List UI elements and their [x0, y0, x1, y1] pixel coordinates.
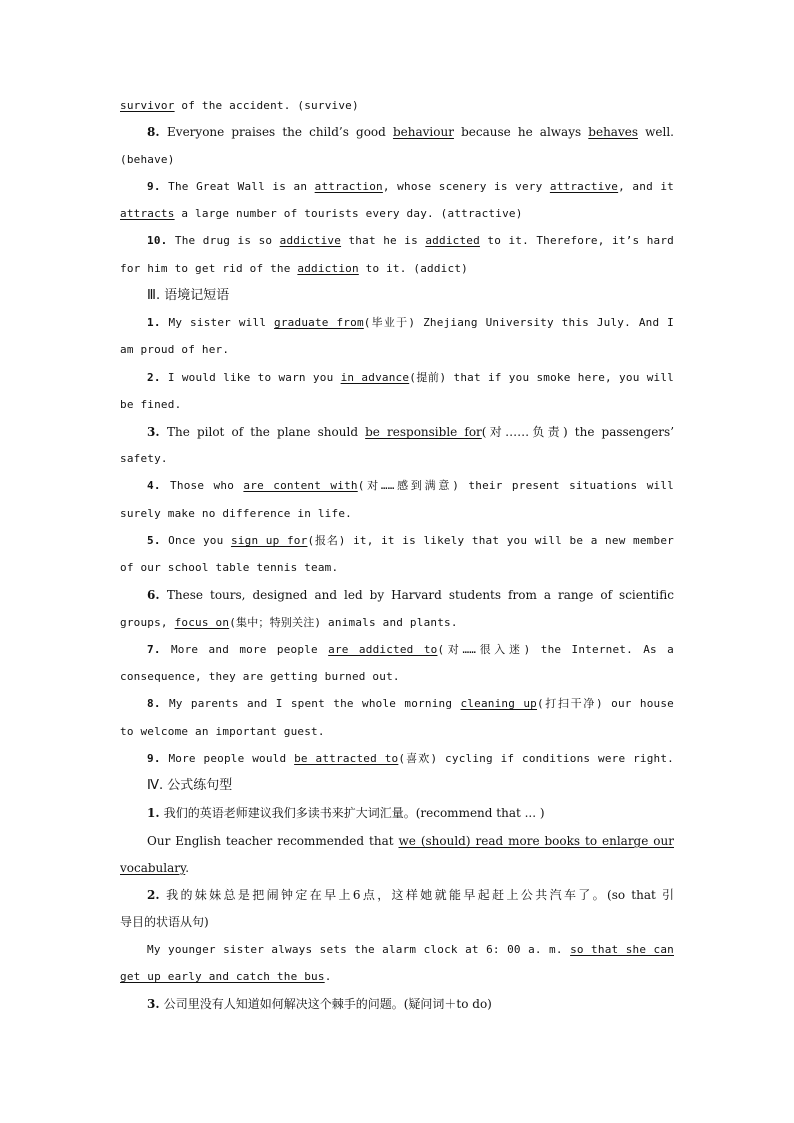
answer-blank: are addicted to: [328, 643, 438, 656]
text-segment: .: [324, 970, 332, 983]
text-segment: 我们的英语老师建议我们多读书来扩大词汇量。(recommend that ... ): [163, 806, 545, 820]
answer-blank: be attracted to: [294, 752, 399, 765]
answer-blank: we (should) read more books to enlarge our: [398, 834, 674, 848]
text-segment: to welcome an important guest.: [120, 725, 325, 738]
item-number: 7.: [147, 643, 171, 656]
item-number: 3.: [147, 425, 168, 439]
text-segment: More people would: [168, 752, 295, 765]
text-line: [120, 260, 674, 278]
text-segment: Our English teacher recommended that: [147, 834, 399, 848]
answer-blank: sign up for: [230, 534, 308, 547]
answer-blank: be responsible for: [365, 425, 482, 439]
answer-blank: focus on: [174, 616, 230, 629]
answer-blank: addictive: [279, 234, 342, 247]
text-line: [120, 614, 674, 632]
text-segment: The pilot of the plane should: [167, 425, 366, 439]
text-line: [147, 804, 674, 822]
text-line: [147, 586, 674, 604]
text-segment: Ⅲ. 语境记短语: [147, 288, 230, 303]
answer-blank: vocabulary: [120, 861, 186, 875]
section-heading: [147, 287, 229, 305]
text-segment: a large number of tourists every day. (attractive): [174, 207, 523, 220]
text-segment: (提前) that if you smoke here, you will: [409, 371, 674, 384]
item-number: 4.: [147, 479, 171, 492]
text-segment: 导目的状语从句): [120, 915, 209, 929]
text-line: [147, 886, 674, 904]
text-segment: (集中；特别关注) animals and plants.: [229, 616, 458, 629]
item-number: 6.: [147, 588, 167, 602]
text-segment: (对……很入迷) the Internet. As a: [437, 643, 674, 656]
item-number: 8.: [147, 697, 169, 710]
answer-blank: so that she can: [570, 943, 674, 956]
text-line: [120, 396, 674, 414]
text-segment: More and more people: [170, 643, 329, 656]
text-segment: because he always: [453, 125, 589, 139]
text-segment: well.: [638, 125, 674, 139]
text-segment: These tours, designed and led by Harvard students from a range of scientific: [166, 588, 674, 602]
text-segment: to it. (addict): [358, 262, 468, 275]
text-line: [147, 995, 674, 1013]
text-segment: be fined.: [120, 398, 182, 411]
text-segment: My younger sister always sets the alarm clock at 6: 00 a. m.: [147, 943, 571, 956]
text-segment: (打扫干净) our house: [537, 697, 674, 710]
item-number: 9.: [147, 180, 169, 193]
answer-blank: in advance: [340, 371, 410, 384]
answer-blank: cleaning up: [460, 697, 538, 710]
answer-blank: attractive: [549, 180, 619, 193]
text-segment: (对……感到满意) their present situations will: [357, 479, 674, 492]
answer-blank: survivor: [120, 99, 175, 112]
text-segment: , and it: [618, 180, 674, 193]
text-segment: Once you: [168, 534, 231, 547]
text-line: [120, 505, 674, 523]
text-line: [147, 123, 674, 141]
item-number: 1.: [147, 806, 164, 820]
text-segment: am proud of her.: [120, 343, 230, 356]
item-number: 9.: [147, 752, 169, 765]
answer-blank: addiction: [297, 262, 359, 275]
text-segment: to it. Therefore, it’s hard: [479, 234, 674, 247]
text-line: [147, 232, 674, 250]
text-line: [120, 205, 674, 223]
text-segment: .: [185, 861, 190, 875]
text-line: [147, 641, 674, 659]
answer-blank: behaviour: [392, 125, 454, 139]
item-number: 3.: [147, 997, 164, 1011]
text-line: [147, 369, 674, 387]
text-segment: (behave): [120, 153, 175, 166]
answer-blank: get up early and catch the bus: [120, 970, 325, 983]
text-segment: for him to get rid of the: [120, 262, 298, 275]
text-line: [120, 668, 674, 686]
text-line: [120, 723, 674, 741]
text-segment: (对……负责) the passengers’: [481, 425, 674, 439]
item-number: 2.: [147, 888, 167, 902]
text-segment: safety.: [120, 452, 168, 465]
text-segment: (毕业于) Zhejiang University this July. And I: [363, 316, 674, 329]
text-line: [120, 559, 674, 577]
item-number: 2.: [147, 371, 168, 384]
text-line: [147, 695, 674, 713]
text-line: [120, 341, 674, 359]
text-segment: Those who: [170, 479, 244, 492]
text-segment: I would like to warn you: [167, 371, 341, 384]
text-line: [120, 913, 674, 931]
text-segment: , whose scenery is very: [382, 180, 550, 193]
text-segment: that he is: [341, 234, 426, 247]
text-segment: 公司里没有人知道如何解决这个棘手的问题。(疑问词＋to do): [163, 997, 492, 1011]
answer-blank: are content with: [243, 479, 358, 492]
text-segment: of our school table tennis team.: [120, 561, 339, 574]
text-line: [120, 450, 674, 468]
text-segment: (喜欢) cycling if conditions were right.: [398, 752, 674, 765]
answer-blank: behaves: [588, 125, 638, 139]
text-segment: Everyone praises the child’s good: [167, 125, 393, 139]
text-line: [147, 178, 674, 196]
item-number: 8.: [147, 125, 168, 139]
text-line: [147, 532, 674, 550]
answer-blank: attracts: [120, 207, 175, 220]
text-segment: of the accident. (survive): [174, 99, 359, 112]
text-segment: My sister will: [168, 316, 275, 329]
text-segment: My parents and I spent the whole morning: [168, 697, 461, 710]
text-segment: surely make no difference in life.: [120, 507, 352, 520]
text-segment: consequence, they are getting burned out.: [120, 670, 400, 683]
item-number: 5.: [147, 534, 169, 547]
text-segment: 我的妹妹总是把闹钟定在早上6点，这样她就能早起赶上公共汽车了。(so that 引: [166, 888, 674, 902]
text-segment: groups,: [120, 616, 175, 629]
text-line: [147, 832, 674, 850]
text-line: [147, 423, 674, 441]
text-segment: (报名) it, it is likely that you will be a new member: [307, 534, 674, 547]
item-number: 1.: [147, 316, 169, 329]
text-segment: The Great Wall is an: [168, 180, 315, 193]
text-line: [147, 477, 674, 495]
text-line: [147, 750, 674, 768]
text-line: [120, 859, 674, 877]
answer-blank: graduate from: [274, 316, 364, 329]
text-line: [120, 96, 674, 115]
answer-blank: addicted: [425, 234, 480, 247]
text-line: [147, 314, 674, 332]
item-number: 10.: [147, 234, 175, 247]
text-line: [120, 150, 674, 169]
text-line: [120, 968, 674, 986]
text-segment: Ⅳ. 公式练句型: [147, 778, 233, 793]
text-segment: The drug is so: [174, 234, 280, 247]
text-line: [147, 941, 674, 959]
answer-blank: attraction: [314, 180, 383, 193]
section-heading: [147, 777, 232, 795]
